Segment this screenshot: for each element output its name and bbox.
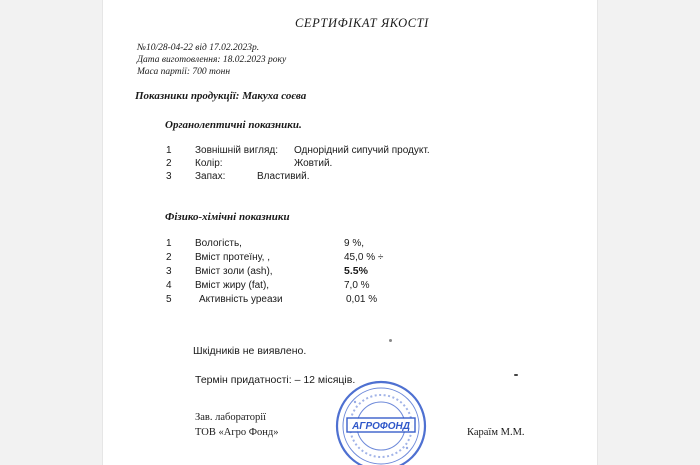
product-line: Показники продукції: Макуха соєва	[135, 90, 307, 102]
organoleptic-row-2-num: 2	[166, 158, 172, 169]
production-date: Дата виготовлення: 18.02.2023 року	[137, 55, 287, 65]
physchem-row-3-name: Вміст золи (ash),	[195, 266, 273, 277]
seal-center-text: АГРОФОНД	[352, 421, 410, 432]
batch-mass: Маса партії: 700 тонн	[137, 67, 231, 77]
ink-speck	[389, 339, 392, 342]
organoleptic-row-1-num: 1	[166, 145, 172, 156]
organoleptic-row-3-num: 3	[166, 171, 172, 182]
physchem-row-1-num: 1	[166, 238, 172, 249]
signer-position: Зав. лабораторії	[195, 412, 267, 423]
physchem-row-2-name: Вміст протеїну, ,	[195, 252, 270, 263]
signer-name: Караїм М.М.	[467, 427, 525, 438]
organoleptic-row-3-name: Запах:	[195, 171, 226, 182]
physchem-row-5-value: 0,01 %	[346, 294, 378, 305]
certificate-page	[103, 0, 597, 465]
physchem-row-3-num: 3	[166, 266, 172, 277]
organoleptic-row-3-value: Властивий.	[257, 171, 310, 182]
physico-chemical-title: Фізико-хімічні показники	[165, 211, 290, 223]
physchem-row-1-value: 9 %,	[344, 238, 365, 249]
physchem-row-4-value: 7,0 %	[344, 280, 370, 291]
organoleptic-row-2-value: Жовтий.	[294, 158, 333, 169]
physchem-row-2-value: 45,0 % ÷	[344, 252, 384, 263]
company-seal	[325, 376, 429, 465]
pen-mark	[514, 374, 518, 376]
physchem-row-4-name: Вміст жиру (fat),	[195, 280, 270, 291]
physchem-row-5-num: 5	[166, 294, 172, 305]
certificate-number: №10/28-04-22 від 17.02.2023р.	[137, 43, 260, 53]
physchem-row-3-value: 5.5%	[344, 265, 368, 277]
physchem-row-1-name: Вологість,	[195, 238, 242, 249]
organoleptic-row-2-name: Колір:	[195, 158, 223, 169]
shelf-life: Термін придатності: – 12 місяців.	[195, 374, 356, 386]
organoleptic-row-1-value: Однорідний сипучий продукт.	[294, 145, 430, 156]
physchem-row-5-name: Активність уреази	[199, 294, 283, 305]
pests-note: Шкідників не виявлено.	[193, 345, 307, 357]
physchem-row-2-num: 2	[166, 252, 172, 263]
signer-company: ТОВ «Агро Фонд»	[195, 427, 279, 438]
organoleptic-title: Органолептичні показники.	[165, 119, 302, 131]
physchem-row-4-num: 4	[166, 280, 172, 291]
organoleptic-row-1-name: Зовнішній вигляд:	[195, 145, 278, 156]
document-title: СЕРТИФІКАТ ЯКОСТІ	[295, 16, 429, 30]
